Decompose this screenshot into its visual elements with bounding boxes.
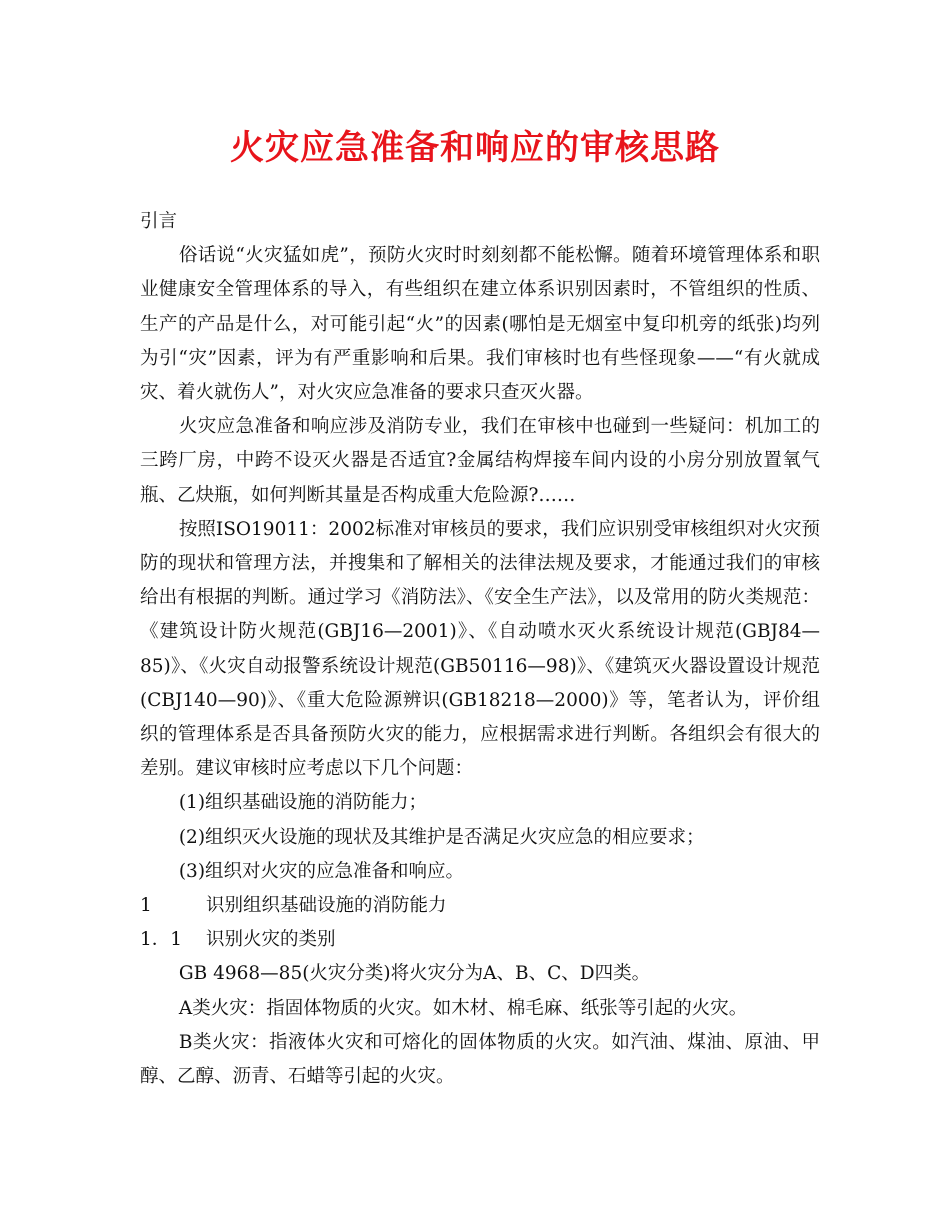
subsection-heading (140, 923, 820, 957)
paragraph: 按照ISO19011：2002标准对审核员的要求，我们应识别受审核组织对火灾预防的现状和管理方法，并搜集和了解相关的法律法规及要求，才能通过我们的审核给出有根据的判断。通过学习《消防法》、《安全生产法》，以及常用的防火类规范：《建筑设计防火规范(GBJ16—2001)》、《自动喷水灭火系统设计规范(GBJ84—85)》、《火灾自动报警系统设计规范(GB50116—98)》、《建筑灭火器设置设计规范(CBJ140—90)》、《重大危险源辨识(GB18218—2000)》等，笔者认为，评价组织的管理体系是否具备预防火灾的能力，应根据需求进行判断。各组织会有很大的差别。建议审核时应考虑以下几个问题： (140, 518, 820, 780)
intro-label: 引言 (140, 211, 178, 232)
paragraph: 火灾应急准备和响应涉及消防专业，我们在审核中也碰到一些疑问：机加工的三跨厂房，中跨不设灭火器是否适宜?金属结构焊接车间内设的小房分别放置氧气瓶、乙炔瓶，如何判断其量是否构成重大危险源?…… (140, 416, 820, 506)
list-item: (2)组织灭火设施的现状及其维护是否满足火灾应急的相应要求； (178, 826, 705, 848)
paragraph: GB 4968—85(火灾分类)将火灾分为A、B、C、D四类。 (178, 963, 651, 985)
paragraph: 俗话说“火灾猛如虎”，预防火灾时时刻刻都不能松懈。随着环境管理体系和职业健康安全管理体系的导入，有些组织在建立体系识别因素时，不管组织的性质、生产的产品是什么，对可能引起“火”的因素(哪怕是无烟室中复印机旁的纸张)均列为引“灾”因素，评为有严重影响和后果。我们审核时也有些怪现象——“有火就成灾、着火就伤人”，对火灾应急准备的要求只查灭火器。 (140, 245, 820, 404)
section-title: 识别组织基础设施的消防能力 (206, 895, 447, 917)
subsection-title: 识别火灾的类别 (206, 929, 336, 951)
paragraph: B类火灾：指液体火灾和可熔化的固体物质的火灾。如汽油、煤油、原油、甲醇、乙醇、沥青、石蜡等引起的火灾。 (140, 1031, 820, 1088)
document-body (140, 205, 820, 1094)
subsection-number: 1．1 (140, 929, 183, 951)
document-title: 火灾应急准备和响应的审核思路 (230, 128, 720, 168)
list-item: (1)组织基础设施的消防能力； (178, 792, 428, 814)
section-heading (140, 889, 820, 923)
list-item: (3)组织对火灾的应急准备和响应。 (178, 860, 465, 882)
paragraph: A类火灾：指固体物质的火灾。如木材、棉毛麻、纸张等引起的火灾。 (178, 997, 748, 1019)
section-number: 1 (140, 895, 152, 917)
